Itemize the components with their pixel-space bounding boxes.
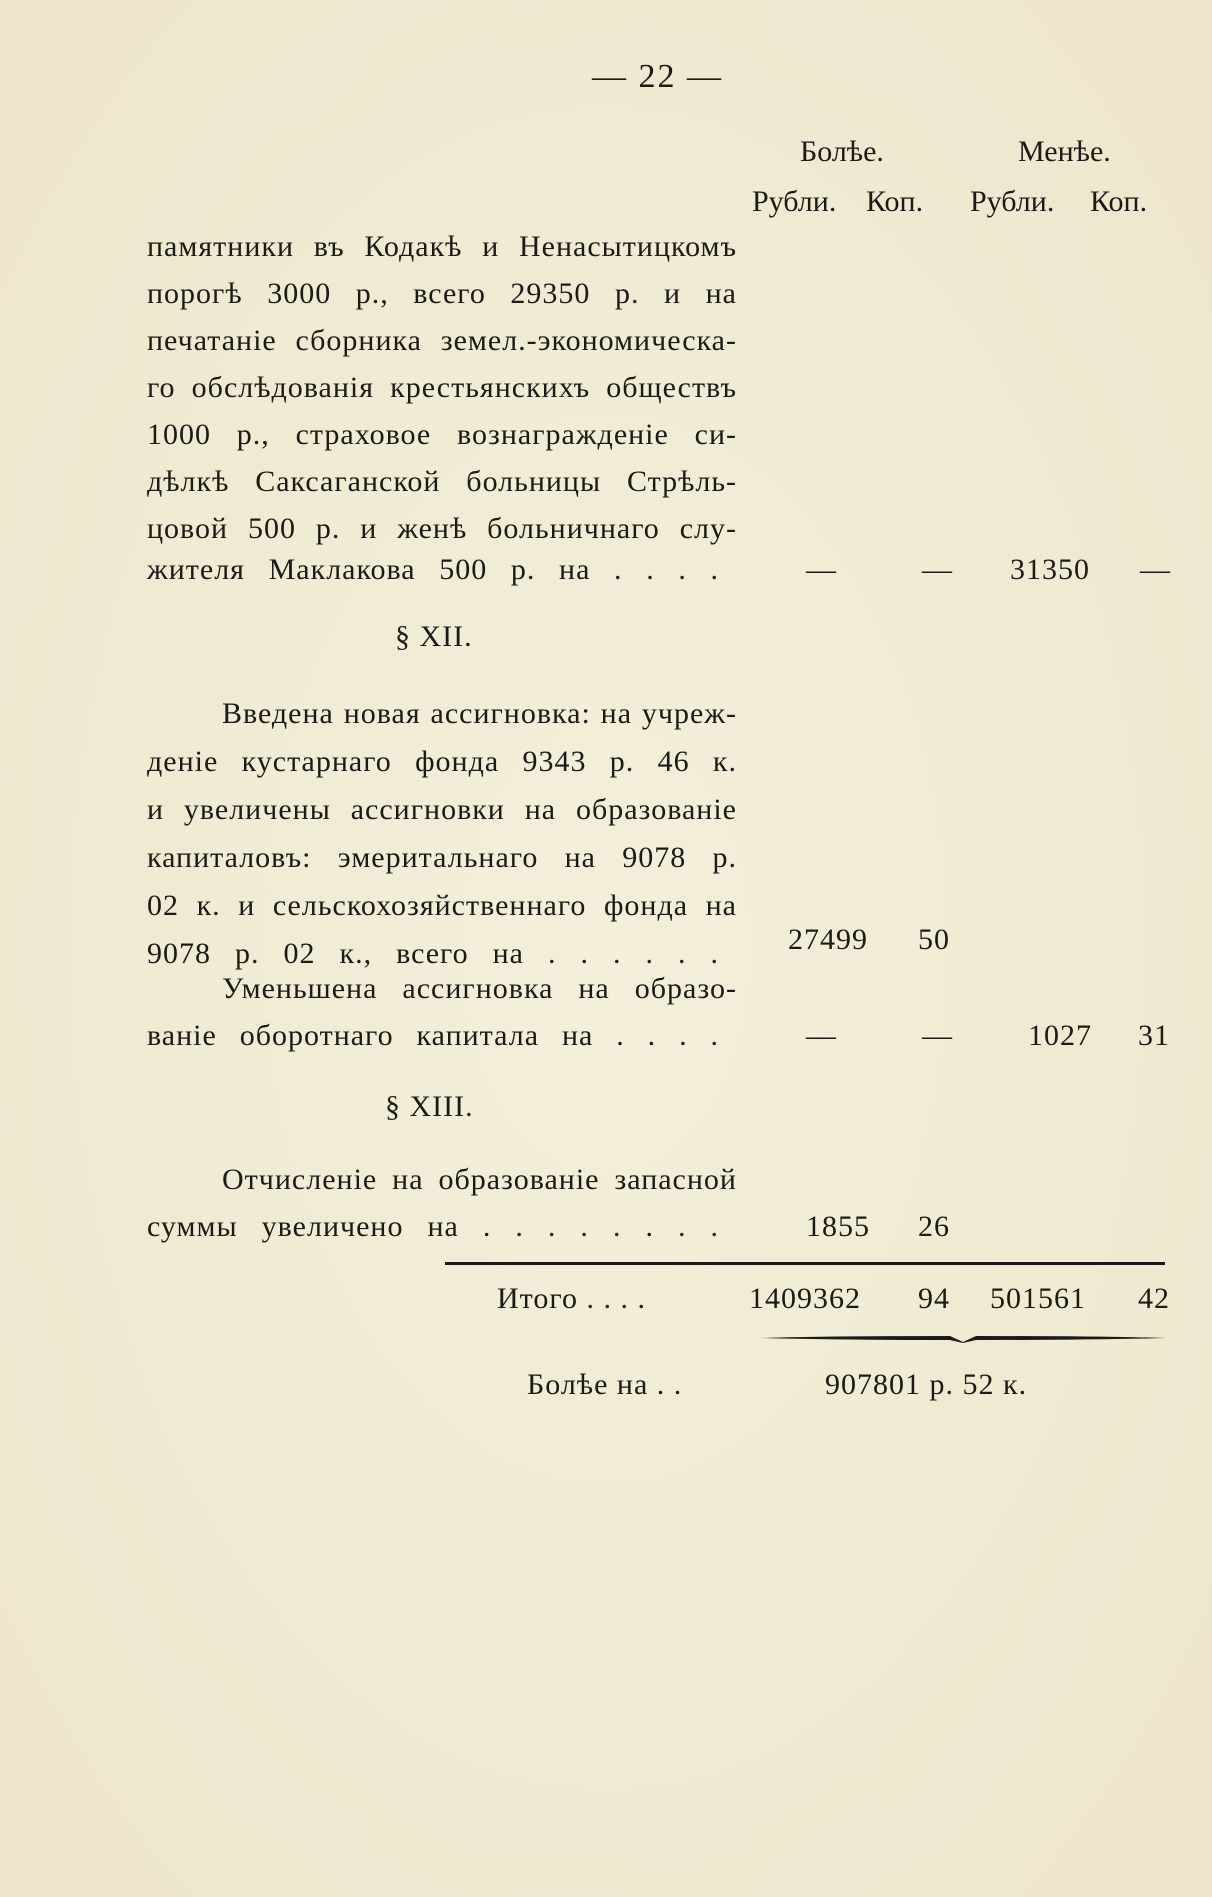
total-rule: [445, 1262, 1165, 1265]
text-line: 9078 р. 02 к., всего на . . . . . .: [147, 937, 719, 970]
column-subheader-kop-less: Коп.: [1090, 185, 1148, 218]
section-heading-xiii: § XIII.: [385, 1090, 474, 1123]
text-line: деніе кустарнаго фонда 9343 р. 46 к.: [147, 745, 737, 778]
text-line: Введена новая ассигновка: на учреж-: [222, 697, 737, 730]
column-subheader-kop-more: Коп.: [866, 185, 924, 218]
text-line: жителя Маклакова 500 р. на . . . .: [147, 553, 719, 586]
amount-less-kop: 31: [1138, 1019, 1170, 1052]
column-subheader-rubles-less: Рубли.: [970, 185, 1055, 218]
amount-less-rubles: 1027: [1028, 1019, 1092, 1052]
amount-less-kop: —: [1140, 553, 1171, 586]
section-heading-xii: § XII.: [395, 620, 473, 653]
decorative-swell-rule: [760, 1330, 1166, 1346]
text-line: 1000 р., страховое вознагражденіе си-: [147, 418, 737, 451]
amount-more-kop: —: [922, 1019, 953, 1052]
text-line: памятники въ Кодакѣ и Ненасытицкомъ: [147, 230, 737, 263]
balance-value: 907801 р. 52 к.: [825, 1368, 1028, 1401]
total-less-kop: 42: [1138, 1282, 1170, 1315]
column-header-more: Болѣе.: [800, 135, 884, 168]
text-line: печатаніе сборника земел.-экономическа-: [147, 324, 737, 357]
balance-label: Болѣе на . .: [527, 1368, 683, 1401]
text-line: капиталовъ: эмеритальнаго на 9078 р.: [147, 841, 737, 874]
total-less-rubles: 501561: [990, 1282, 1086, 1315]
amount-more-rubles: —: [806, 553, 837, 586]
total-more-rubles: 1409362: [749, 1282, 861, 1315]
text-line: порогѣ 3000 р., всего 29350 р. и на: [147, 277, 737, 310]
text-line: Уменьшена ассигновка на образо-: [222, 972, 737, 1005]
amount-more-rubles: 27499: [788, 923, 868, 956]
text-line: 02 к. и сельскохозяйственнаго фонда на: [147, 889, 737, 922]
page-number: — 22 —: [592, 58, 723, 95]
text-line: ваніе оборотнаго капитала на . . . .: [147, 1019, 719, 1052]
text-line: цовой 500 р. и женѣ больничнаго слу-: [147, 512, 737, 545]
total-more-kop: 94: [918, 1282, 950, 1315]
amount-more-kop: 26: [918, 1210, 950, 1243]
amount-more-rubles: —: [806, 1019, 837, 1052]
total-label: Итого . . . .: [497, 1282, 646, 1315]
amount-more-rubles: 1855: [806, 1210, 870, 1243]
text-line: Отчисленіе на образованіе запасной: [222, 1163, 737, 1196]
text-line: дѣлкѣ Саксаганской больницы Стрѣль-: [147, 465, 737, 498]
column-header-less: Менѣе.: [1018, 135, 1111, 168]
amount-less-rubles: 31350: [1010, 553, 1090, 586]
amount-more-kop: —: [922, 553, 953, 586]
amount-more-kop: 50: [918, 923, 950, 956]
text-line: и увеличены ассигновки на образованіе: [147, 793, 737, 826]
text-line: го обслѣдованія крестьянскихъ обществъ: [147, 371, 737, 404]
text-line: суммы увеличено на . . . . . . . .: [147, 1210, 719, 1243]
column-subheader-rubles-more: Рубли.: [752, 185, 837, 218]
